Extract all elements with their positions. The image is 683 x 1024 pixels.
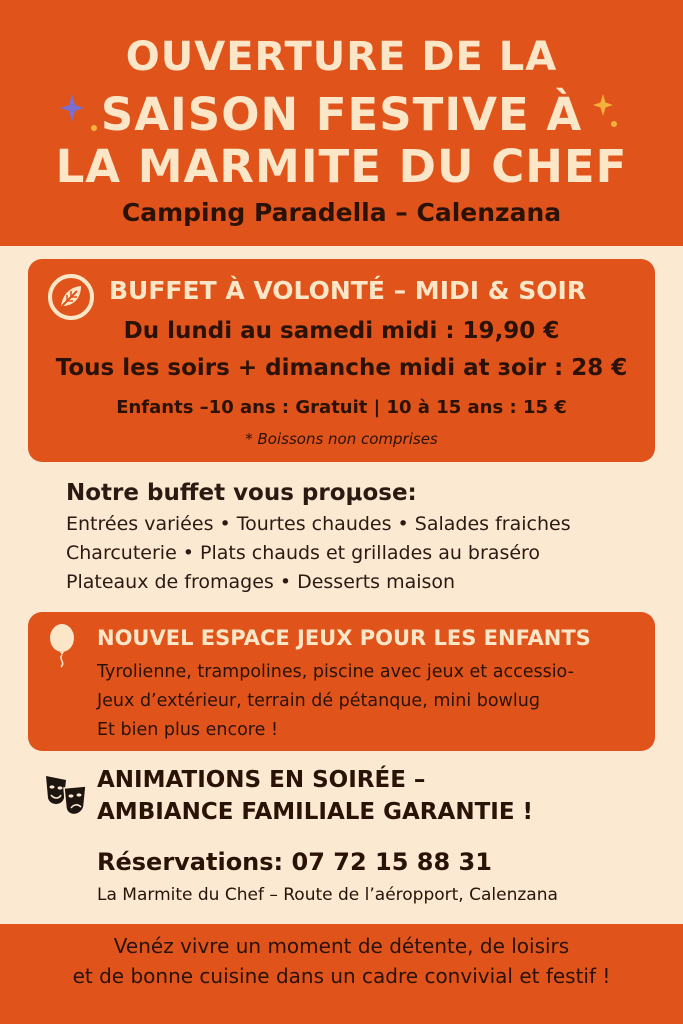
price-evening: Tous les soirs + dimanche midi at зoir : 28 € [55,355,628,381]
footer-line-2: et de bonne cuisine dans un cadre convivial et festif ! [72,964,611,988]
footer-line-1: Venéz vivre un moment de détente, de loisirs [113,934,570,958]
kids-line: Tyrolienne, trampolines, piscine avec jeux et accessio- [97,662,574,682]
kids-line: Jeux d’extérieur, terrain dé pétanque, mini bowluɡ [97,691,540,711]
address: La Marmite du Chef – Route de l’aéropport, Calenzana [97,885,558,905]
theater-masks-icon [44,772,88,822]
menu-line: Entrées variées • Tourtes chaudes • Salades fraiches [66,513,571,535]
reservation-phone[interactable]: Réservations: 07 72 15 88 31 [97,848,492,876]
price-children: Enfants –10 ans : Gratuit | 10 à 15 ans : 15 € [116,397,567,418]
header-banner [0,0,683,246]
menu-line: Charcuterie • Plats chauds et grillades au braséro [66,542,541,564]
title-line-1: OUVERTURE DE LA [125,34,558,80]
leaf-icon [47,273,95,321]
kids-line: Et bien plus encore ! [97,720,278,740]
price-weekday: Du lundi au samedi midi : 19,90 € [123,318,560,344]
menu-title: Notre buffet vous proμose: [66,480,417,506]
kids-heading: NOUVEL ESPACE JEUX POUR LES ENFANTS [97,626,591,650]
subtitle: Camping Paradella – Calenzana [121,198,562,227]
title-line-2: SAISON FESTIVE À [100,88,583,141]
animations-line-2: AMBIANCE FAMILIALE GARANTIE ! [97,799,534,825]
drinks-note: * Boissons non comprises [245,430,438,448]
footer-banner [0,924,683,1024]
title-line-3: LA MARMITE DU CHEF [55,140,628,193]
menu-line: Plateaux de fromages • Desserts maison [66,571,456,593]
balloon-icon [47,623,77,669]
buffet-heading: BUFFET À VOLONTÉ – MIDI & SOIR [109,276,587,305]
animations-line-1: ANIMATIONS EN SOIRÉE – [97,767,426,793]
